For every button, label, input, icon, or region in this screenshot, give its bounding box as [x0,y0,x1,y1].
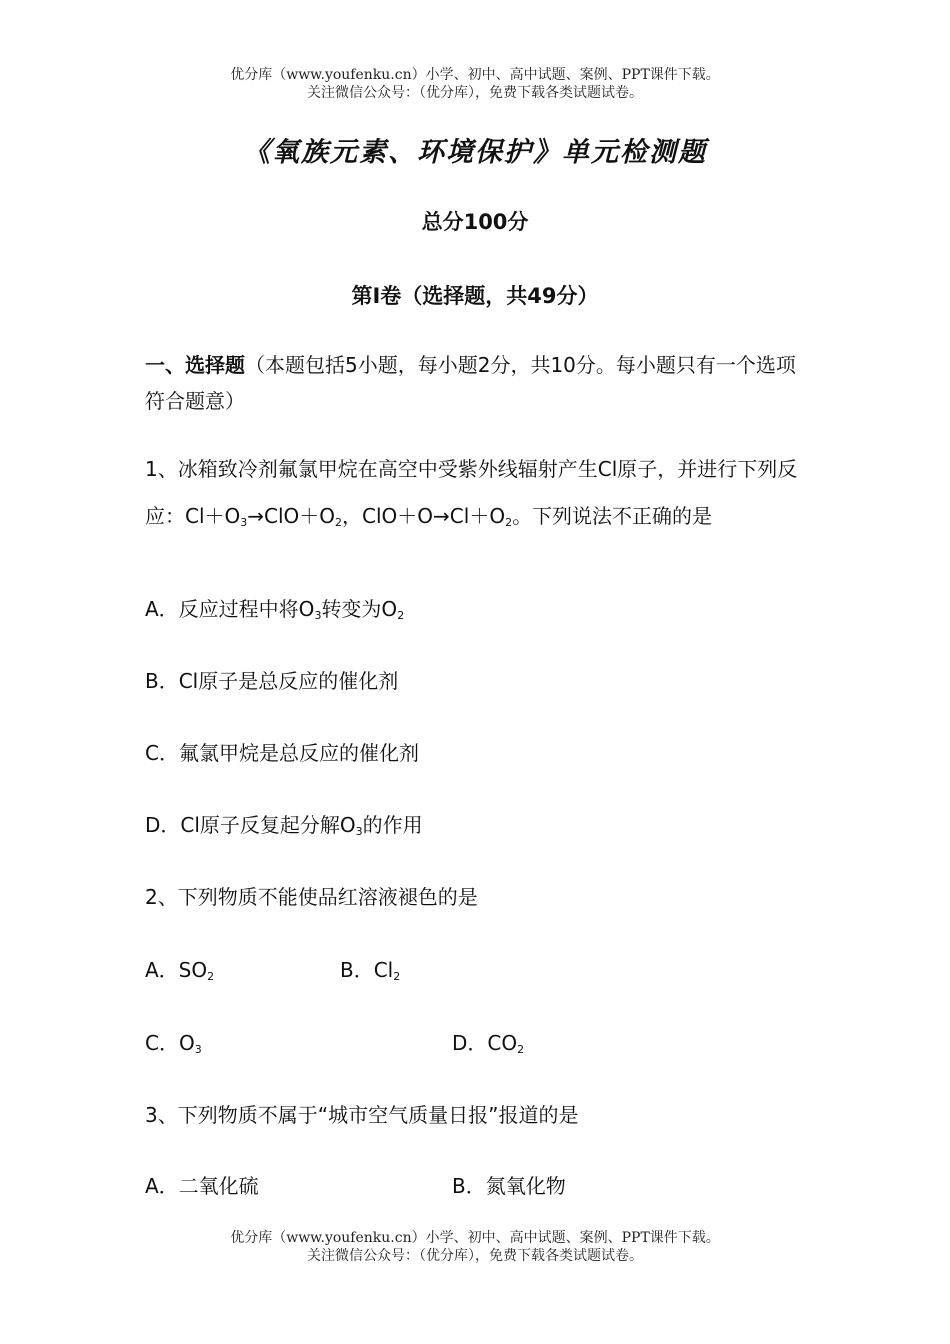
header-line-2: 关注微信公众号：（优分库），免费下载各类试题试卷。 [307,85,643,101]
total-score: 总分100分 [421,210,529,234]
page-header [0,66,950,102]
question-3-option-a: A．二氧化硫 [145,1174,259,1198]
section-label: 一、选择题 [145,353,245,377]
question-2-stem: 2、下列物质不能使品红溶液褪色的是 [145,885,478,909]
question-1-option-a: A．反应过程中将$O_3$转变为$O_2$ [145,597,405,622]
footer-line-1: 优分库（www.youfenku.cn）小学、初中、高中试题、案例、PPT课件下载。 [230,1230,720,1246]
page-footer [0,1229,950,1265]
volume-heading: 第Ⅰ卷（选择题，共49分） [351,284,599,308]
question-1-stem: 1、冰箱致冷剂氟氯甲烷在高空中受紫外线辐射产生Cl原子，并进行下列反应：$Cl+O_3\to ClO+O_2$，$ClO+O\to Cl+O_2$。下列说法不正确的是 [145,457,798,529]
question-1-option-c: C．氟氯甲烷是总反应的催化剂 [145,741,419,765]
section-description: （本题包括5小题，每小题2分，共10分。每小题只有一个选项符合题意） [145,353,796,413]
question-1-option-d: D．Cl原子反复起分解$O_3$的作用 [145,813,423,838]
footer-line-2: 关注微信公众号：（优分库），免费下载各类试题试卷。 [307,1248,643,1264]
document-title: 《氧族元素、环境保护》单元检测题 [243,137,707,168]
question-2-option-d: D．$CO_2$ [452,1031,525,1056]
question-3-option-b: B．氮氧化物 [452,1174,566,1198]
question-2-option-a: A．$SO_2$ [145,958,215,983]
header-line-1: 优分库（www.youfenku.cn）小学、初中、高中试题、案例、PPT课件下载。 [230,67,720,83]
question-3-stem: 3、下列物质不属于“城市空气质量日报”报道的是 [145,1103,579,1127]
section-heading [145,347,805,419]
question-2-option-b: B．$Cl_2$ [340,958,401,983]
question-1-option-b: B．Cl原子是总反应的催化剂 [145,669,399,693]
question-2-option-c: C．$O_3$ [145,1031,202,1056]
